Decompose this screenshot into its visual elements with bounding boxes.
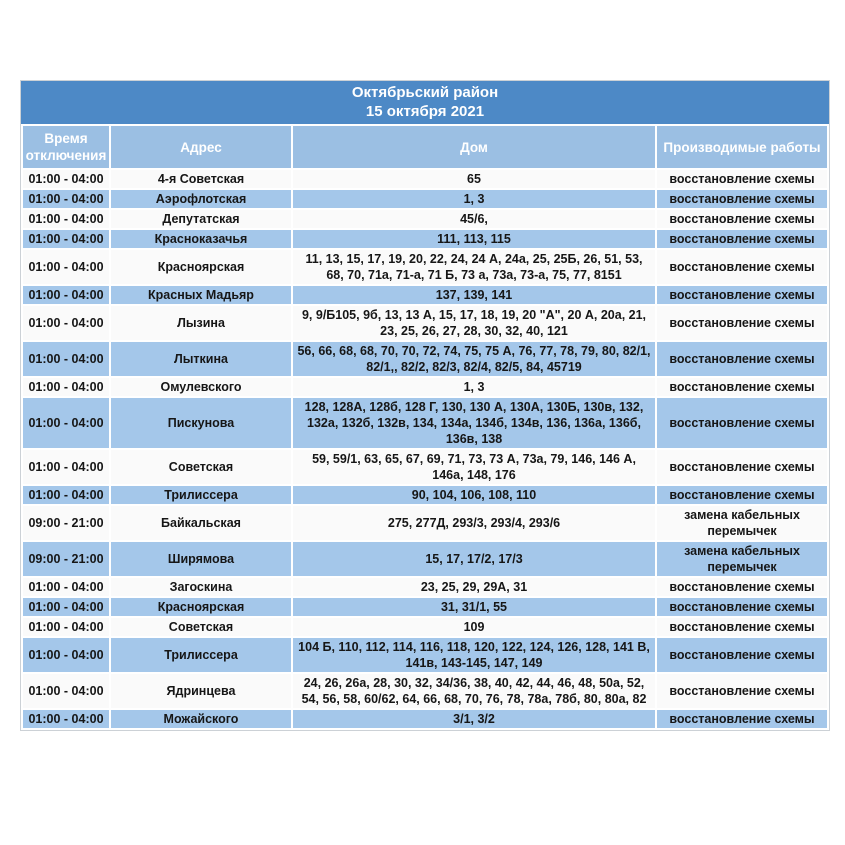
cell-time: 01:00 - 04:00 <box>23 190 109 208</box>
cell-time: 01:00 - 04:00 <box>23 286 109 304</box>
cell-works: восстановление схемы <box>657 578 827 596</box>
cell-time: 01:00 - 04:00 <box>23 398 109 448</box>
cell-works: восстановление схемы <box>657 638 827 672</box>
table-row <box>23 250 827 284</box>
cell-works: восстановление схемы <box>657 674 827 708</box>
cell-time: 01:00 - 04:00 <box>23 674 109 708</box>
cell-address: 4-я Советская <box>111 170 291 188</box>
cell-works: восстановление схемы <box>657 342 827 376</box>
cell-time: 01:00 - 04:00 <box>23 170 109 188</box>
table-row <box>23 378 827 396</box>
schedule-body <box>23 170 827 728</box>
table-row <box>23 486 827 504</box>
cell-works: восстановление схемы <box>657 618 827 636</box>
cell-address: Красных Мадьяр <box>111 286 291 304</box>
table-row <box>23 710 827 728</box>
cell-address: Омулевского <box>111 378 291 396</box>
table-row <box>23 306 827 340</box>
cell-time: 01:00 - 04:00 <box>23 710 109 728</box>
cell-works: замена кабельных перемычек <box>657 542 827 576</box>
cell-address: Лызина <box>111 306 291 340</box>
cell-address: Советская <box>111 450 291 484</box>
cell-time: 01:00 - 04:00 <box>23 598 109 616</box>
table-row <box>23 210 827 228</box>
cell-houses: 31, 31/1, 55 <box>293 598 655 616</box>
cell-time: 01:00 - 04:00 <box>23 230 109 248</box>
cell-works: восстановление схемы <box>657 230 827 248</box>
cell-time: 01:00 - 04:00 <box>23 638 109 672</box>
cell-address: Красноказачья <box>111 230 291 248</box>
cell-houses: 90, 104, 106, 108, 110 <box>293 486 655 504</box>
cell-houses: 1, 3 <box>293 378 655 396</box>
cell-time: 01:00 - 04:00 <box>23 210 109 228</box>
table-row <box>23 674 827 708</box>
cell-time: 01:00 - 04:00 <box>23 486 109 504</box>
cell-address: Советская <box>111 618 291 636</box>
cell-works: замена кабельных перемычек <box>657 506 827 540</box>
cell-houses: 56, 66, 68, 68, 70, 70, 72, 74, 75, 75 А, 76, 77, 78, 79, 80, 82/1, 82/1,, 82/2, 82/3, 82/4, 82/5, 84, 45719 <box>293 342 655 376</box>
cell-address: Можайского <box>111 710 291 728</box>
schedule-table <box>21 124 829 730</box>
cell-time: 01:00 - 04:00 <box>23 306 109 340</box>
cell-houses: 11, 13, 15, 17, 19, 20, 22, 24, 24 А, 24а, 25, 25Б, 26, 51, 53, 68, 70, 71а, 71-а, 71 Б, 73 а, 73а, 73-а, 75, 77, 8151 <box>293 250 655 284</box>
cell-houses: 65 <box>293 170 655 188</box>
cell-houses: 275, 277Д, 293/3, 293/4, 293/6 <box>293 506 655 540</box>
table-row <box>23 190 827 208</box>
cell-houses: 24, 26, 26а, 28, 30, 32, 34/36, 38, 40, 42, 44, 46, 48, 50а, 52, 54, 56, 58, 60/62, 64, 66, 68, 70, 76, 78, 78а, 78б, 80, 80а, 82 <box>293 674 655 708</box>
table-row <box>23 450 827 484</box>
cell-address: Аэрофлотская <box>111 190 291 208</box>
cell-houses: 59, 59/1, 63, 65, 67, 69, 71, 73, 73 А, 73а, 79, 146, 146 А, 146а, 148, 176 <box>293 450 655 484</box>
table-header-row <box>23 126 827 168</box>
cell-houses: 9, 9/Б105, 9б, 13, 13 А, 15, 17, 18, 19, 20 "А", 20 А, 20а, 21, 23, 25, 26, 27, 28, 30, 32, 40, 121 <box>293 306 655 340</box>
cell-address: Трилиссера <box>111 486 291 504</box>
cell-works: восстановление схемы <box>657 398 827 448</box>
cell-time: 01:00 - 04:00 <box>23 578 109 596</box>
cell-time: 01:00 - 04:00 <box>23 342 109 376</box>
cell-address: Ширямова <box>111 542 291 576</box>
cell-time: 01:00 - 04:00 <box>23 250 109 284</box>
cell-houses: 137, 139, 141 <box>293 286 655 304</box>
cell-time: 01:00 - 04:00 <box>23 378 109 396</box>
table-row <box>23 170 827 188</box>
cell-works: восстановление схемы <box>657 306 827 340</box>
cell-works: восстановление схемы <box>657 210 827 228</box>
cell-address: Ядринцева <box>111 674 291 708</box>
cell-time: 01:00 - 04:00 <box>23 450 109 484</box>
cell-address: Красноярская <box>111 250 291 284</box>
column-header-address: Адрес <box>111 126 291 168</box>
column-header-time: Время отключения <box>23 126 109 168</box>
cell-works: восстановление схемы <box>657 450 827 484</box>
table-row <box>23 506 827 540</box>
cell-houses: 15, 17, 17/2, 17/3 <box>293 542 655 576</box>
cell-time: 09:00 - 21:00 <box>23 506 109 540</box>
cell-houses: 1, 3 <box>293 190 655 208</box>
cell-address: Красноярская <box>111 598 291 616</box>
cell-houses: 128, 128А, 128б, 128 Г, 130, 130 А, 130А, 130Б, 130в, 132, 132а, 132б, 132в, 134, 134а, 134б, 134в, 136, 136а, 136б, 136в, 138 <box>293 398 655 448</box>
cell-works: восстановление схемы <box>657 170 827 188</box>
table-row <box>23 598 827 616</box>
cell-houses: 109 <box>293 618 655 636</box>
table-row <box>23 578 827 596</box>
cell-works: восстановление схемы <box>657 598 827 616</box>
cell-works: восстановление схемы <box>657 486 827 504</box>
table-row <box>23 398 827 448</box>
cell-houses: 104 Б, 110, 112, 114, 116, 118, 120, 122, 124, 126, 128, 141 В, 141в, 143-145, 147, 149 <box>293 638 655 672</box>
cell-houses: 45/6, <box>293 210 655 228</box>
cell-address: Лыткина <box>111 342 291 376</box>
cell-works: восстановление схемы <box>657 250 827 284</box>
cell-houses: 3/1, 3/2 <box>293 710 655 728</box>
cell-address: Трилиссера <box>111 638 291 672</box>
cell-houses: 111, 113, 115 <box>293 230 655 248</box>
table-row <box>23 342 827 376</box>
report-date: 15 октября 2021 <box>365 103 485 120</box>
table-row <box>23 542 827 576</box>
outage-schedule-table <box>20 80 830 731</box>
column-header-houses: Дом <box>293 126 655 168</box>
cell-time: 09:00 - 21:00 <box>23 542 109 576</box>
cell-works: восстановление схемы <box>657 378 827 396</box>
table-row <box>23 618 827 636</box>
table-row <box>23 638 827 672</box>
cell-address: Пискунова <box>111 398 291 448</box>
table-row <box>23 286 827 304</box>
cell-address: Депутатская <box>111 210 291 228</box>
cell-address: Байкальская <box>111 506 291 540</box>
table-row <box>23 230 827 248</box>
cell-address: Загоскина <box>111 578 291 596</box>
column-header-works: Производимые работы <box>657 126 827 168</box>
cell-houses: 23, 25, 29, 29А, 31 <box>293 578 655 596</box>
cell-works: восстановление схемы <box>657 710 827 728</box>
report-header <box>21 81 829 124</box>
cell-works: восстановление схемы <box>657 190 827 208</box>
cell-time: 01:00 - 04:00 <box>23 618 109 636</box>
cell-works: восстановление схемы <box>657 286 827 304</box>
district-title: Октябрьский район <box>351 84 499 101</box>
